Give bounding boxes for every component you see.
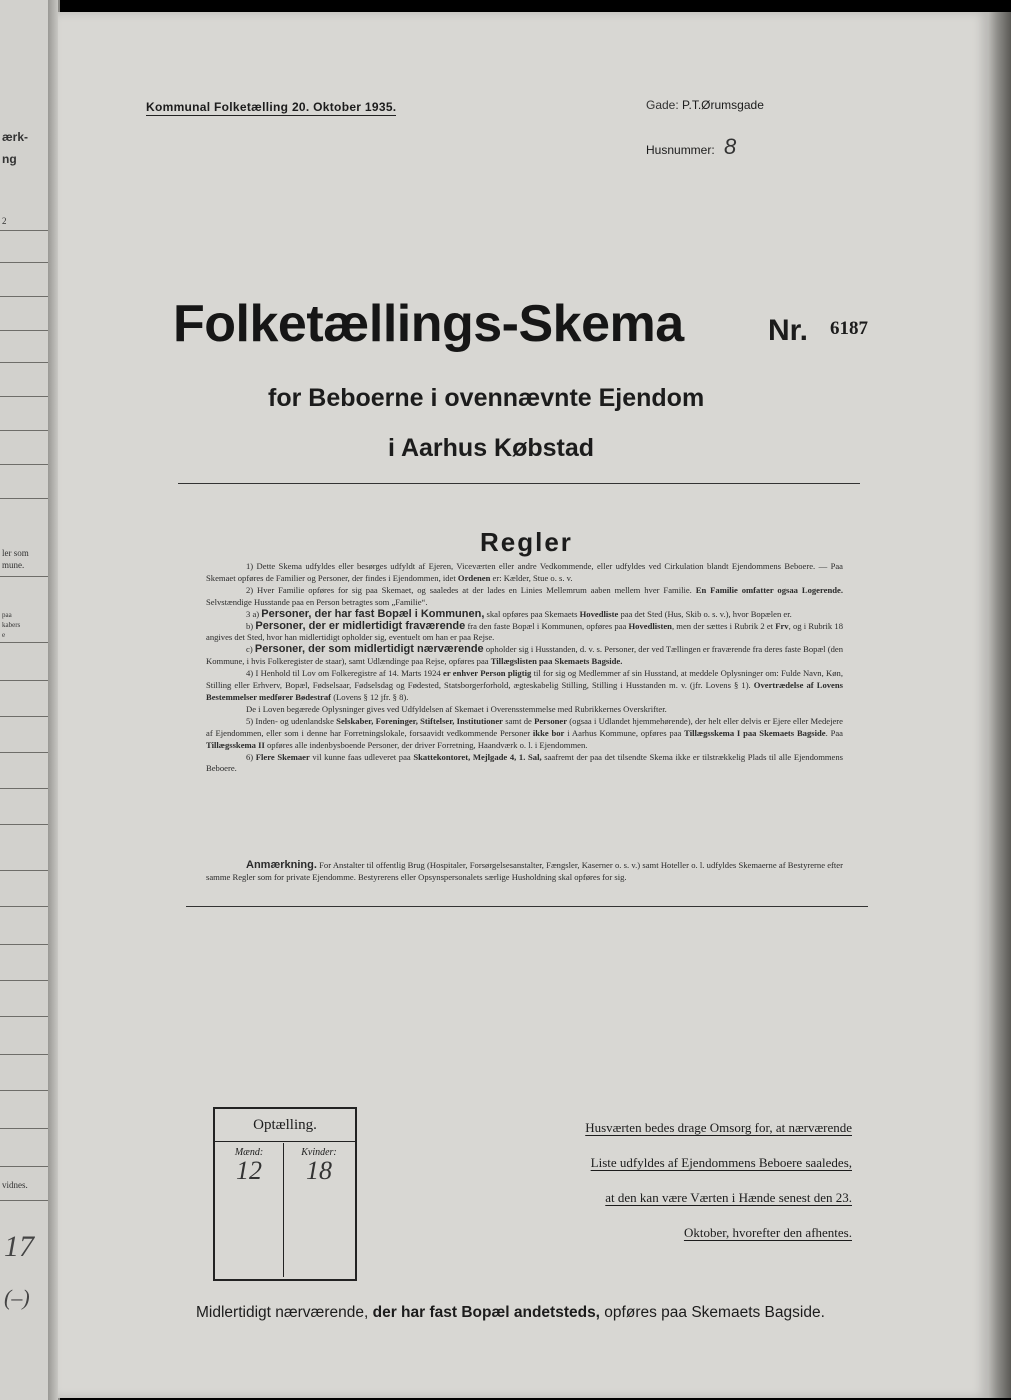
remark-label: Anmærkning. bbox=[246, 859, 317, 871]
remark-text: For Anstalter til offentlig Brug (Hospitaler, Forsørgelsesanstalter, Fængsler, Kaserner o. s. v.) samt Hoteller o. l. udfyldes Skemaerne af Bestyrerne efter samme Regler som for private Ejendomme. Bestyrerens eller Opsynspersonalets særlige Husholdning skal opføres for sig. bbox=[206, 860, 843, 882]
handwritten-fragment: (–) bbox=[4, 1285, 30, 1310]
men-label: Mænd: bbox=[234, 1147, 264, 1158]
rule-1: 1) Dette Skema udfyldes eller besørges udfyldt af Ejeren, Viceværten eller andre Vedkommende, eller udfyldes ved Cirkulation blandt Ejendommens Beboere. — Paa Skemaet opføres de Familier og Personer, der findes i Ejendommen, idet Ordenen er: Kælder, Stue o. s. v. bbox=[206, 561, 843, 583]
fragment-text: paa bbox=[2, 611, 12, 619]
form-line bbox=[0, 716, 48, 717]
fragment-text: 2 bbox=[2, 216, 7, 226]
men-count: 12 bbox=[236, 1156, 262, 1185]
fragment-text: ng bbox=[2, 152, 17, 166]
women-column bbox=[285, 1143, 353, 1277]
street-field bbox=[646, 98, 764, 112]
men-column bbox=[215, 1143, 284, 1277]
form-line bbox=[0, 680, 48, 681]
form-line bbox=[0, 230, 48, 231]
house-number-field bbox=[646, 134, 736, 160]
page-stack-edge bbox=[988, 12, 1011, 1398]
form-line bbox=[0, 464, 48, 465]
rule-4-extra: De i Loven begærede Oplysninger gives ved Udfyldelsen af Skemaet i Overensstemmelse med Rubrikkernes Overskrifter. bbox=[246, 703, 667, 714]
form-line bbox=[0, 296, 48, 297]
fragment-text: ærk- bbox=[2, 130, 29, 144]
form-line bbox=[0, 870, 48, 871]
street-value: P.T.Ørumsgade bbox=[682, 98, 764, 112]
divider-top bbox=[178, 483, 860, 484]
form-title: Folketællings-Skema bbox=[173, 295, 684, 353]
form-number-value: 6187 bbox=[830, 318, 868, 339]
rules-heading: Regler bbox=[480, 527, 573, 557]
rule-4: 4) I Henhold til Lov om Folkeregistre af 14. Marts 1924 er enhver Person pligtig til for sig og Medlemmer af sin Husstand, at meddele Oplysninger om: Fulde Navn, Køn, Stilling eller Erhverv, Bopæl, Fødselsaar, Fødselsdag og Fødested, Statsborgerforhold, ægteskabelig Stilling, Stilling i Husstanden m. v. (jfr. Lovens § 1). Overtrædelse af Lovens Bestemmelser medfører Bødestraf (Lovens § 12 jfr. § 8). bbox=[206, 668, 843, 702]
form-line bbox=[0, 430, 48, 431]
census-form-sheet bbox=[58, 12, 988, 1398]
house-number-value: 8 bbox=[724, 134, 737, 159]
fragment-text: vidnes. bbox=[2, 1180, 28, 1190]
landlord-notice bbox=[516, 1110, 852, 1250]
rule-5: 5) Inden- og udenlandske Selskaber, Foreninger, Stiftelser, Institutioner samt de Personer (ogsaa i Udlandet hjemmehørende), der helt eller delvis er Ejere eller Medejere af Ejendommen, eller som i denne har Forretningslokale, forsaavidt vedkommende Personer ikke bor i Aarhus Kommune, opføres paa Tillægsskema I paa Skemaets Bagside. Paa Tillægsskema II opføres alle indenbysboende Personer, der driver Forretning, Haandværk o. l. i Ejendommen. bbox=[206, 715, 843, 750]
form-line bbox=[0, 944, 48, 945]
page-gutter bbox=[48, 0, 58, 1400]
form-city: i Aarhus Købstad bbox=[388, 434, 595, 462]
form-line bbox=[0, 906, 48, 907]
remark bbox=[206, 860, 843, 884]
form-line bbox=[0, 824, 48, 825]
fragment-text: mune. bbox=[2, 560, 25, 570]
landlord-line-4: Oktober, hvorefter den afhentes. bbox=[683, 1225, 852, 1240]
count-box bbox=[213, 1107, 357, 1281]
form-line bbox=[0, 262, 48, 263]
form-line bbox=[0, 980, 48, 981]
form-line bbox=[0, 1128, 48, 1129]
landlord-line-1: Husværten bedes drage Omsorg for, at nærværende bbox=[585, 1120, 852, 1135]
form-number-label: Nr. bbox=[768, 314, 809, 347]
rule-3b: b) Personer, der er midlertidigt fraværende fra den faste Bopæl i Kommunen, opføres paa Hovedlisten, men der sættes i Rubrik 2 et Frv, og i Rubrik 18 angives det Sted, hvor han midlertidigt opholder sig, eventuelt om han er paa Rejse. bbox=[206, 619, 844, 643]
women-label: Kvinder: bbox=[301, 1147, 337, 1158]
rule-3a: 3 a) Personer, der har fast Bopæl i Kommunen, skal opføres paa Skemaets Hovedliste paa det Sted (Hus, Skib o. s. v.), hvor Bopælen er. bbox=[246, 607, 792, 620]
form-line bbox=[0, 576, 48, 577]
landlord-line-2: Liste udfyldes af Ejendommens Beboere saaledes, bbox=[590, 1155, 852, 1170]
fragment-text: kabers bbox=[2, 621, 21, 629]
census-header: Kommunal Folketælling 20. Oktober 1935. bbox=[146, 100, 397, 114]
women-count: 18 bbox=[306, 1156, 332, 1185]
form-line bbox=[0, 1090, 48, 1091]
house-number-label: Husnummer: bbox=[646, 143, 715, 157]
landlord-line-3: at den kan være Værten i Hænde senest den 23. bbox=[605, 1190, 852, 1205]
form-line bbox=[0, 788, 48, 789]
form-line bbox=[0, 1166, 48, 1167]
rule-3c: c) Personer, der som midlertidigt nærværende opholder sig i Husstanden, d. v. s. Personer, der ved Tællingen er fraværende fra deres faste Bopæl (den Kommune, i hvis Folkeregister de staar), samt Udlændinge paa Rejse, opføres paa Tillægslisten paa Skemaets Bagside. bbox=[206, 643, 844, 667]
form-line bbox=[0, 642, 48, 643]
form-line bbox=[0, 396, 48, 397]
divider-bottom bbox=[186, 906, 868, 907]
count-heading: Optælling. bbox=[215, 1109, 355, 1142]
form-line bbox=[0, 498, 48, 499]
rule-2: 2) Hver Familie opføres for sig paa Skemaet, og saaledes at der lades en Linies Mellemrum aaben mellem hver Familie. En Familie omfatter ogsaa Logerende. Selvstændige Husstande paa en Person betragtes som „Familie“. bbox=[206, 584, 843, 607]
fragment-text: e bbox=[2, 631, 6, 639]
handwritten-fragment: 17 bbox=[4, 1230, 34, 1263]
rule-6: 6) Flere Skemaer vil kunne faas udleveret paa Skattekontoret, Mejlgade 4, 1. Sal, saafremt der paa det tilsendte Skema ikke er tilstrækkelig Plads til alle Ejendommens Beboere. bbox=[206, 751, 844, 774]
form-line bbox=[0, 752, 48, 753]
previous-page-edge bbox=[0, 0, 60, 1400]
rules-text bbox=[206, 561, 843, 775]
form-line bbox=[0, 1200, 48, 1201]
form-line bbox=[0, 330, 48, 331]
fragment-text: ler som bbox=[2, 548, 29, 558]
street-label: Gade: bbox=[646, 98, 679, 112]
form-subtitle: for Beboerne i ovennævnte Ejendom bbox=[268, 384, 705, 412]
footer-note: Midlertidigt nærværende, der har fast Bopæl andetsteds, opføres paa Skemaets Bagside. bbox=[196, 1304, 825, 1321]
form-line bbox=[0, 1054, 48, 1055]
form-line bbox=[0, 1016, 48, 1017]
form-line bbox=[0, 362, 48, 363]
